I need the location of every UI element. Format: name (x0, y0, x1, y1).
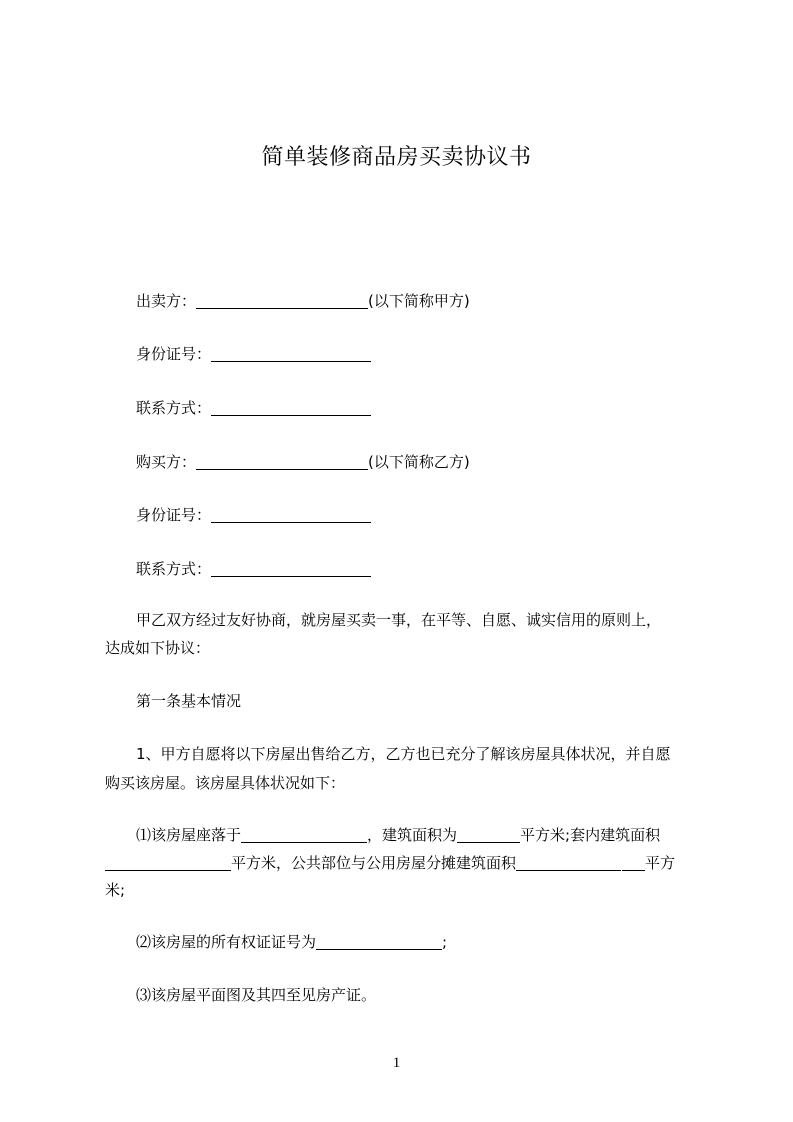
shared-area-blank[interactable] (516, 854, 621, 871)
item-3-line (105, 983, 705, 1007)
item-1-line-2 (105, 851, 705, 875)
buyer-label: 购买方： (136, 453, 197, 471)
buyer-contact-label: 联系方式： (136, 560, 212, 578)
seller-id-blank[interactable] (211, 345, 371, 362)
intro-text-1: 甲乙双方经过友好协商，就房屋买卖一事，在平等、自愿、诚实信用的原则上， (136, 611, 662, 629)
shared-area-blank-2[interactable] (622, 854, 645, 871)
item-2-part-1: ⑵该房屋的所有权证证号为 (136, 933, 317, 951)
seller-line (136, 289, 736, 313)
item-1-part-4: 平方米，公共部位与公用房屋分摊建筑面积 (231, 854, 517, 872)
buyer-contact-blank[interactable] (211, 560, 371, 577)
document-title: 简单装修商品房买卖协议书 (261, 145, 532, 170)
intro-text-2: 达成如下协议： (105, 639, 211, 657)
intro-line-2 (105, 636, 705, 660)
seller-label: 出卖方： (136, 292, 197, 310)
item-1-part-6: 米; (105, 881, 126, 899)
buyer-id-blank[interactable] (211, 506, 371, 523)
location-blank[interactable] (241, 826, 367, 843)
item-1-part-1: ⑴该房屋座落于 (136, 826, 242, 844)
item-1-part-3: 平方米;套内建筑面积 (520, 826, 661, 844)
buyer-id-line (136, 503, 736, 527)
buyer-id-label: 身份证号： (136, 506, 212, 524)
item-2-line (105, 930, 705, 954)
item-3-text: ⑶该房屋平面图及其四至见房产证。 (136, 986, 377, 1004)
buyer-line (136, 450, 736, 474)
page-number: 1 (392, 1055, 401, 1071)
seller-blank[interactable] (196, 292, 368, 309)
clause-1-text-2: 购买该房屋。该房屋具体状况如下： (105, 774, 346, 792)
item-2-part-2: ; (442, 933, 448, 951)
clause-1-line-1 (105, 742, 705, 766)
clause-1-line-2 (105, 771, 705, 795)
item-1-part-5: 平方 (645, 854, 676, 872)
seller-contact-line (136, 396, 736, 420)
item-1-line-3 (105, 878, 705, 902)
buyer-blank[interactable] (196, 453, 368, 470)
item-1-line-1 (105, 823, 705, 847)
building-area-blank[interactable] (457, 826, 520, 843)
seller-contact-blank[interactable] (211, 399, 371, 416)
seller-contact-label: 联系方式： (136, 399, 212, 417)
seller-id-line (136, 342, 736, 366)
seller-suffix: (以下简称甲方) (368, 292, 470, 310)
buyer-suffix: (以下简称乙方) (368, 453, 470, 471)
article-1-heading: 第一条基本情况 (136, 692, 242, 710)
inner-area-blank[interactable] (105, 854, 231, 871)
buyer-contact-line (136, 557, 736, 581)
seller-id-label: 身份证号： (136, 345, 212, 363)
certificate-number-blank[interactable] (316, 933, 442, 950)
clause-1-text-1: 1、甲方自愿将以下房屋出售给乙方，乙方也已充分了解该房屋具体状况，并自愿 (136, 745, 671, 763)
intro-line-1 (105, 608, 705, 632)
item-1-part-2: ，建筑面积为 (367, 826, 458, 844)
